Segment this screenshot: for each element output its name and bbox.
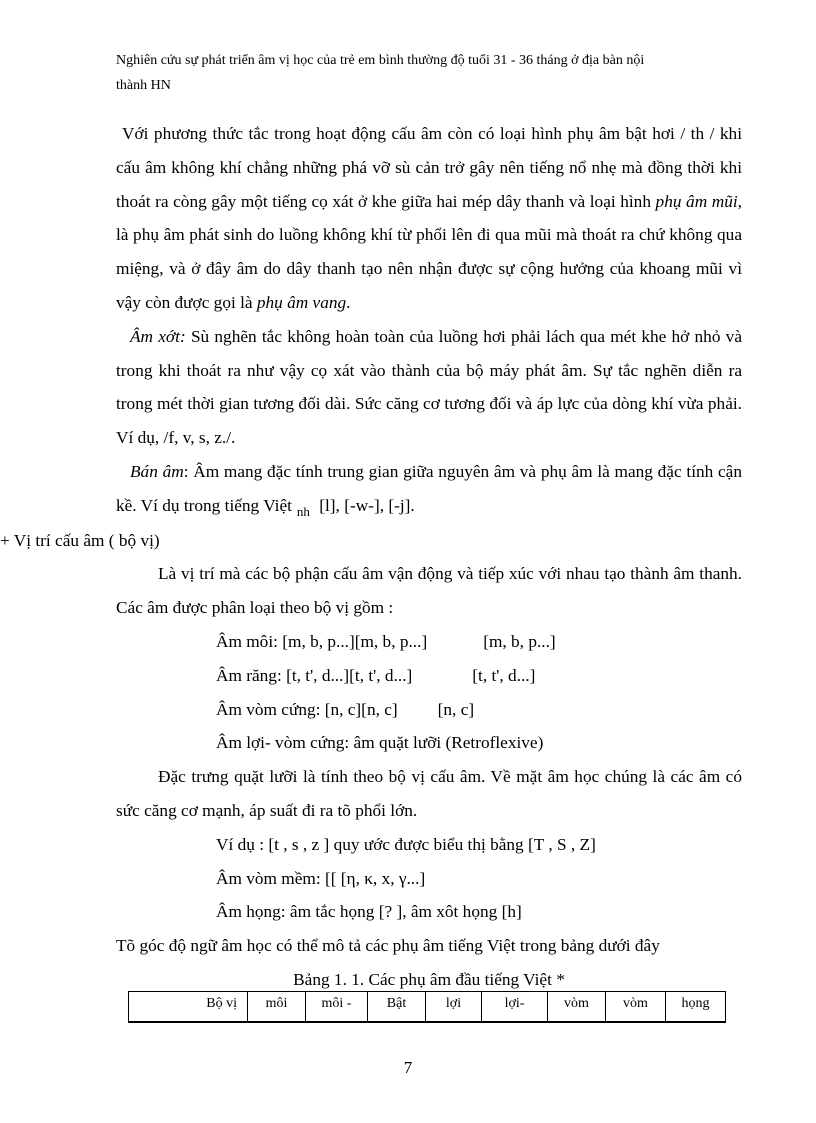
page-number: 7 [403,1058,413,1077]
paragraph-semivowel [116,455,742,524]
table-caption: Bảng 1. 1. Các phụ âm đầu tiếng Việt * [293,969,565,989]
paragraph-place-of-articulation: Là vị trí mà các bộ phận cấu âm vận động và tiếp xúc với nhau tạo thành âm thanh. Các âm được phân loại theo bộ vị gồm : [116,564,742,618]
subscript-text: nh [296,503,310,519]
table-header-cell: Bật [367,992,425,1021]
text-run: . [346,292,351,312]
example-text: Âm môi: [m, b, p...][m, b, p...] [216,631,428,651]
example-retroflex: Âm lợi- vòm cứng: âm quặt lưỡi (Retroflexive) [216,733,544,753]
table-header-cell: môi [247,992,305,1021]
paragraph-fricative [116,320,742,455]
paragraph-aspirated-nasal [116,117,742,320]
example-glottal: Âm họng: âm tắc họng [? ], âm xôt họng [h] [216,902,522,922]
text-run: [l], [-w-], [-j]. [314,495,415,515]
paragraph-retroflex: Đặc trưng quặt lưỡi là tính theo bộ vị cấu âm. Về mặt âm học chúng là các âm có sức căng cơ mạnh, áp suất đi ra tõ phổi lớn. [116,767,742,820]
table-header-cell: vòm [547,992,605,1021]
header-line-2: thành HN [116,78,171,93]
example-velar: Âm vòm mềm: [[ [η, κ, x, γ...] [216,868,426,888]
italic-term: Âm xớt: [130,326,186,346]
example-text: [t, t', d...] [472,665,536,685]
table-header-cell: môi - [305,992,367,1021]
table-header-cell: vòm [605,992,665,1021]
table-header-cell: Bộ vị [206,996,237,1011]
heading-text: + Vị trí cấu âm ( bộ vị) [0,530,160,550]
example-text: [n, c] [437,699,475,719]
text-run: , là phụ âm phát sinh do luồng không khí từ phổi lên đi qua mũi mà thoát ra chứ không qua miệng, và ở đây âm do dây thanh tạo nên nhận được sự cộng hưởng của khoang mũi vì vậy còn được gọi là [116,191,742,312]
italic-term: phụ âm mũi [655,191,738,211]
table-header-cell: lợi- [481,992,547,1021]
text-run: : Âm mang đặc tính trung gian giữa nguyên âm và phụ âm là mang đặc tính cận kề. Ví dụ trong tiếng Việt [116,461,742,515]
table-header-cell: họng [665,992,725,1021]
example-text: [m, b, p...] [483,631,556,651]
example-text: Âm vòm cứng: [n, c][n, c] [216,699,398,719]
example-dental [116,659,742,693]
consonant-table [128,991,726,1023]
table-header-cell: lợi [425,992,481,1021]
paragraph-table-intro: Tõ góc độ ngữ âm học có thể mô tả các phụ âm tiếng Việt trong bảng dưới đây [116,936,660,956]
body-text [0,117,742,997]
text-run: Với phương thức tắc trong hoạt động cấu âm còn có loại hình phụ âm bật hơi / th / khi cấu âm không khí chẳng những phá vỡ sù cản trở gây nên tiếng nổ nhẹ mà đồng thời khi thoát ra còng gây một tiếng cọ xát ở khe giữa hai mép dây thanh và loại hình [116,124,742,211]
italic-term: Bán âm [130,461,184,481]
example-retroflex-notation: Ví dụ : [t , s , z ] quy ước được biểu thị bằng [T , S , Z] [216,834,596,854]
italic-term: phụ âm vang [256,292,347,312]
running-header [116,48,756,98]
header-line-1: Nghiên cứu sự phát triển âm vị học của trẻ em bình thường độ tuổi 31 - 36 tháng ở địa bàn nội [116,53,645,68]
example-palatal [116,693,742,727]
section-heading [0,524,742,558]
example-text: Âm răng: [t, t', d...][t, t', d...] [216,665,413,685]
example-labial [116,625,742,659]
text-run: Sù nghẽn tắc không hoàn toàn của luồng hơi phải lách qua mét khe hở nhỏ và trong khi thoát ra như vậy cọ xát vào thành của bộ máy phát âm. Sự tắc nghẽn diễn ra trong mét thời gian tương đối dài. Sức căng cơ tương đối và áp lực của dòng khí vừa phải. Ví dụ, /f, v, s, z./. [116,326,742,448]
